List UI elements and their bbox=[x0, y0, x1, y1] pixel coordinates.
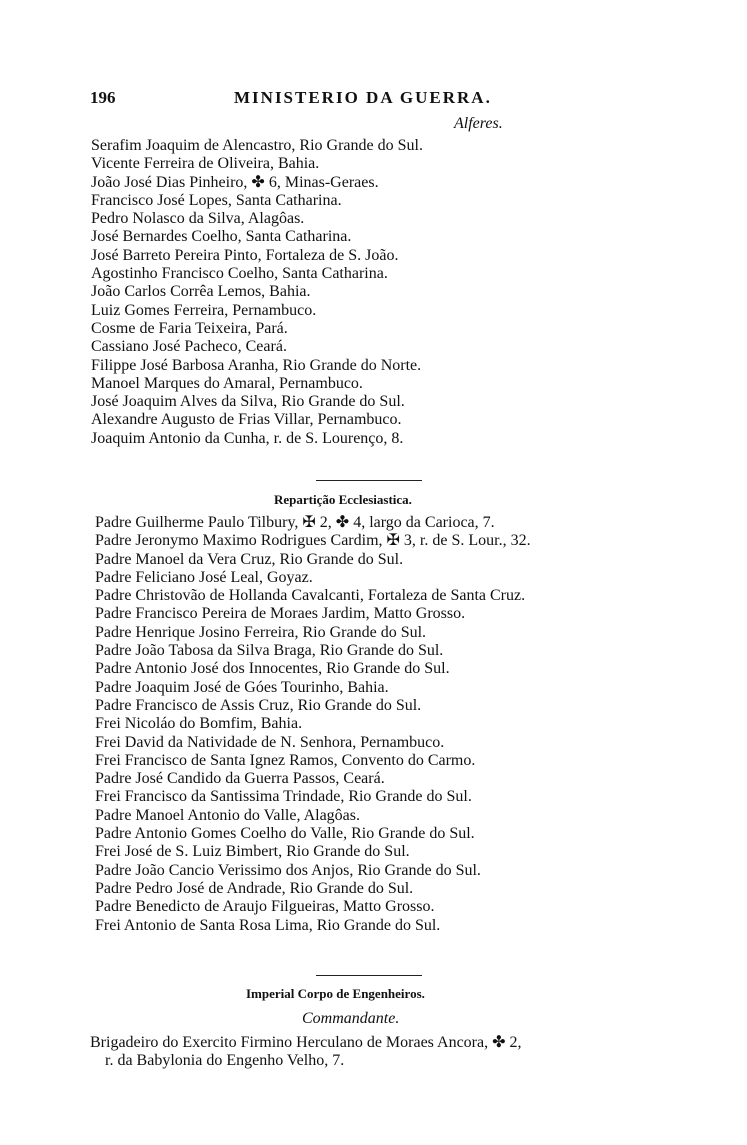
list-item: Padre Francisco de Assis Cruz, Rio Grande do Sul. bbox=[95, 696, 422, 714]
list-item: Padre Antonio José dos Innocentes, Rio Grande do Sul. bbox=[95, 660, 450, 678]
list-item: Cosme de Faria Teixeira, Pará. bbox=[91, 319, 288, 337]
list-item: Padre Benedicto de Araujo Filgueiras, Matto Grosso. bbox=[95, 898, 435, 916]
list-item: Vicente Ferreira de Oliveira, Bahia. bbox=[91, 155, 320, 173]
list-item: João Carlos Corrêa Lemos, Bahia. bbox=[91, 283, 311, 301]
alferes-list bbox=[91, 137, 423, 448]
list-item: Padre João Tabosa da Silva Braga, Rio Grande do Sul. bbox=[95, 642, 444, 660]
page-number: 196 bbox=[90, 88, 116, 107]
list-item: Serafim Joaquim de Alencastro, Rio Grande do Sul. bbox=[91, 137, 423, 154]
section-heading-engenheiros: Imperial Corpo de Engenheiros. bbox=[246, 986, 425, 1001]
commander-entry-line-1: Brigadeiro do Exercito Firmino Herculano de Moraes Ancora, ✤ 2, bbox=[90, 1034, 522, 1051]
list-item: Cassiano José Pacheco, Ceará. bbox=[91, 338, 287, 356]
list-item: Padre José Candido da Guerra Passos, Ceará. bbox=[95, 770, 385, 788]
running-title: MINISTERIO DA GUERRA. bbox=[234, 88, 492, 107]
list-item: Frei David da Natividade de N. Senhora, Pernambuco. bbox=[95, 733, 445, 751]
list-item: Manoel Marques do Amaral, Pernambuco. bbox=[91, 374, 363, 392]
commander-entry-line-2: r. da Babylonia do Engenho Velho, 7. bbox=[105, 1052, 345, 1069]
list-item: Frei Francisco da Santissima Trindade, Rio Grande do Sul. bbox=[95, 788, 472, 806]
list-item: Padre Pedro José de Andrade, Rio Grande do Sul. bbox=[95, 879, 414, 897]
list-item: Frei Antonio de Santa Rosa Lima, Rio Grande do Sul. bbox=[95, 916, 441, 934]
section-divider bbox=[316, 975, 422, 976]
list-item: Padre Manoel Antonio do Valle, Alagôas. bbox=[95, 806, 360, 824]
list-item: Francisco José Lopes, Santa Catharina. bbox=[91, 191, 342, 209]
list-item: Luiz Gomes Ferreira, Pernambuco. bbox=[91, 301, 317, 319]
list-item: Joaquim Antonio da Cunha, r. de S. Lourenço, 8. bbox=[91, 429, 404, 447]
list-item: Padre Christovão de Hollanda Cavalcanti, Fortaleza de Santa Cruz. bbox=[95, 587, 526, 605]
list-item: Padre Joaquim José de Góes Tourinho, Bahia. bbox=[95, 678, 389, 696]
list-item: Padre Henrique Josino Ferreira, Rio Grande do Sul. bbox=[95, 623, 427, 641]
section-heading-ecclesiastica: Repartição Ecclesiastica. bbox=[274, 492, 412, 507]
ecclesiastica-list bbox=[95, 514, 531, 935]
section-subtitle-alferes: Alferes. bbox=[454, 115, 503, 132]
list-item: Alexandre Augusto de Frias Villar, Pernambuco. bbox=[91, 411, 402, 429]
section-subtitle-commandante: Commandante. bbox=[302, 1010, 400, 1027]
list-item: Padre João Cancio Verissimo dos Anjos, Rio Grande do Sul. bbox=[95, 861, 481, 879]
list-item: Padre Antonio Gomes Coelho do Valle, Rio Grande do Sul. bbox=[95, 825, 475, 843]
list-item: José Bernardes Coelho, Santa Catharina. bbox=[91, 228, 352, 246]
list-item: Padre Francisco Pereira de Moraes Jardim, Matto Grosso. bbox=[95, 605, 466, 623]
list-item: Padre Manoel da Vera Cruz, Rio Grande do Sul. bbox=[95, 550, 404, 568]
list-item: Padre Feliciano José Leal, Goyaz. bbox=[95, 568, 313, 586]
list-item: José Barreto Pereira Pinto, Fortaleza de S. João. bbox=[91, 246, 399, 264]
list-item: João José Dias Pinheiro, ✤ 6, Minas-Geraes. bbox=[91, 173, 379, 191]
list-item: Frei Francisco de Santa Ignez Ramos, Convento do Carmo. bbox=[95, 751, 476, 769]
list-item: Filippe José Barbosa Aranha, Rio Grande do Norte. bbox=[91, 356, 422, 374]
list-item: José Joaquim Alves da Silva, Rio Grande do Sul. bbox=[91, 393, 405, 411]
list-item: Agostinho Francisco Coelho, Santa Catharina. bbox=[91, 265, 388, 283]
list-item: Frei José de S. Luiz Bimbert, Rio Grande do Sul. bbox=[95, 843, 410, 861]
list-item: Padre Guilherme Paulo Tilbury, ✠ 2, ✤ 4, largo da Carioca, 7. bbox=[95, 514, 495, 531]
list-item: Pedro Nolasco da Silva, Alagôas. bbox=[91, 210, 305, 228]
section-divider bbox=[316, 480, 422, 481]
list-item: Padre Jeronymo Maximo Rodrigues Cardim, ✠ 3, r. de S. Lour., 32. bbox=[95, 532, 531, 550]
list-item: Frei Nicoláo do Bomfim, Bahia. bbox=[95, 715, 303, 733]
